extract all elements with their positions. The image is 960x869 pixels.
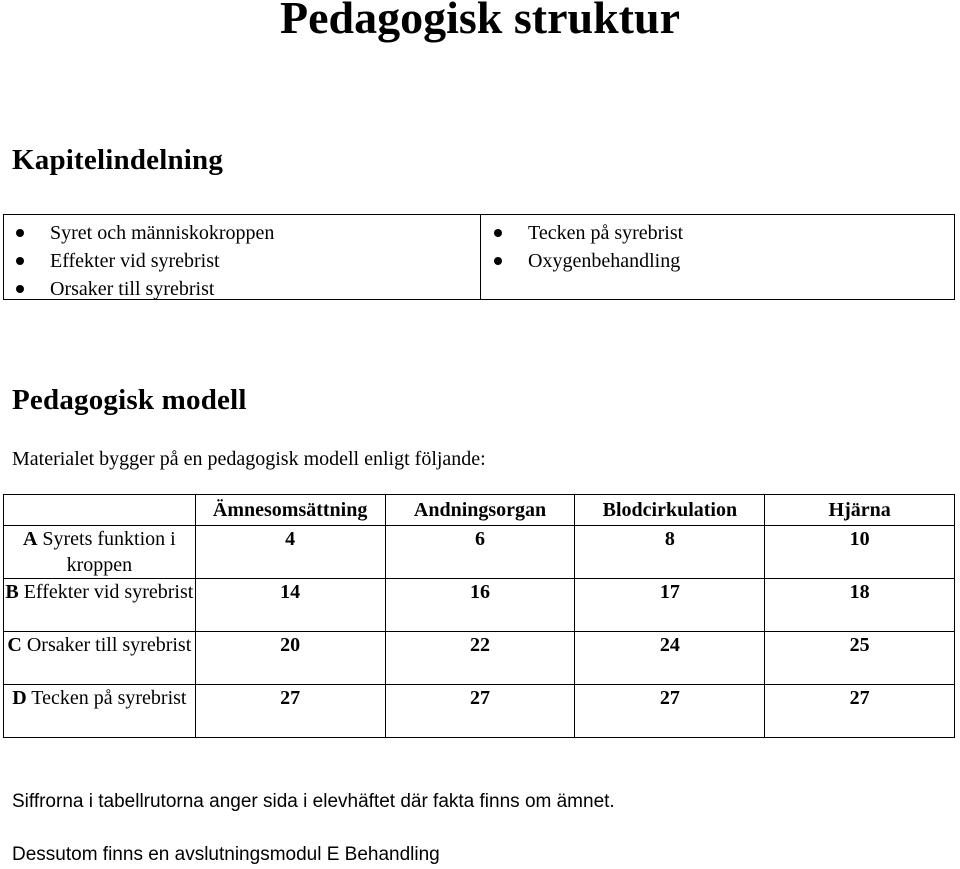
table-row (4, 579, 955, 632)
column-header: Blodcirkulation (575, 495, 765, 526)
row-label: Effekter vid syrebrist (23, 581, 194, 603)
table-row (4, 632, 955, 685)
table-cell: 4 (195, 526, 385, 579)
table-cell: 27 (575, 685, 765, 738)
chapter-divider (480, 215, 481, 299)
chapter-item-label: Orsaker till syrebrist (50, 278, 215, 300)
chapter-item (16, 275, 274, 303)
table-cell: 27 (765, 685, 955, 738)
bullet-icon (16, 229, 24, 237)
row-header (4, 526, 196, 579)
chapters-heading: Kapitelindelning (12, 144, 224, 176)
chapter-item-label: Effekter vid syrebrist (50, 250, 220, 272)
bullet-icon (16, 257, 24, 265)
chapter-item-label: Tecken på syrebrist (528, 222, 684, 244)
table-cell: 17 (575, 579, 765, 632)
table-cell: 6 (385, 526, 575, 579)
chapter-box (3, 214, 955, 300)
table-cell: 27 (385, 685, 575, 738)
model-table (3, 494, 955, 738)
row-letter: A (22, 528, 38, 550)
row-label: Orsaker till syrebrist (26, 634, 192, 656)
bullet-icon (494, 229, 502, 237)
table-row (4, 685, 955, 738)
chapter-item (494, 247, 683, 275)
model-intro: Materialet bygger på en pedagogisk modell enligt följande: (12, 448, 486, 470)
table-cell: 14 (195, 579, 385, 632)
bullet-icon (494, 257, 502, 265)
bullet-icon (16, 285, 24, 293)
row-header (4, 685, 196, 738)
table-header-row (4, 495, 955, 526)
row-label: Syrets funktion i kroppen (42, 528, 176, 576)
chapter-item (16, 247, 274, 275)
model-heading: Pedagogisk modell (12, 384, 247, 416)
table-cell: 25 (765, 632, 955, 685)
row-label: Tecken på syrebrist (31, 687, 187, 709)
chapter-list-left (16, 219, 274, 303)
chapter-item-label: Syret och människokroppen (50, 222, 275, 244)
table-cell: 18 (765, 579, 955, 632)
column-header: Hjärna (765, 495, 955, 526)
table-corner-cell (4, 495, 196, 526)
table-cell: 10 (765, 526, 955, 579)
table-cell: 24 (575, 632, 765, 685)
chapter-item-label: Oxygenbehandling (528, 250, 681, 272)
table-cell: 22 (385, 632, 575, 685)
row-header (4, 632, 196, 685)
table-cell: 16 (385, 579, 575, 632)
footnote-pages: Siffrorna i tabellrutorna anger sida i elevhäftet där fakta finns om ämnet. (12, 791, 615, 812)
row-letter: C (7, 634, 22, 656)
column-header: Andningsorgan (385, 495, 575, 526)
chapter-item (494, 219, 683, 247)
column-header: Ämnesomsättning (195, 495, 385, 526)
row-letter: B (5, 581, 19, 603)
chapter-item (16, 219, 274, 247)
table-cell: 27 (195, 685, 385, 738)
chapter-list-right (494, 219, 683, 275)
table-cell: 8 (575, 526, 765, 579)
footnote-module: Dessutom finns en avslutningsmodul E Behandling (12, 844, 440, 865)
row-letter: D (12, 687, 27, 709)
page-title: Pedagogisk struktur (280, 0, 680, 43)
row-header (4, 579, 196, 632)
table-cell: 20 (195, 632, 385, 685)
table-row (4, 526, 955, 579)
